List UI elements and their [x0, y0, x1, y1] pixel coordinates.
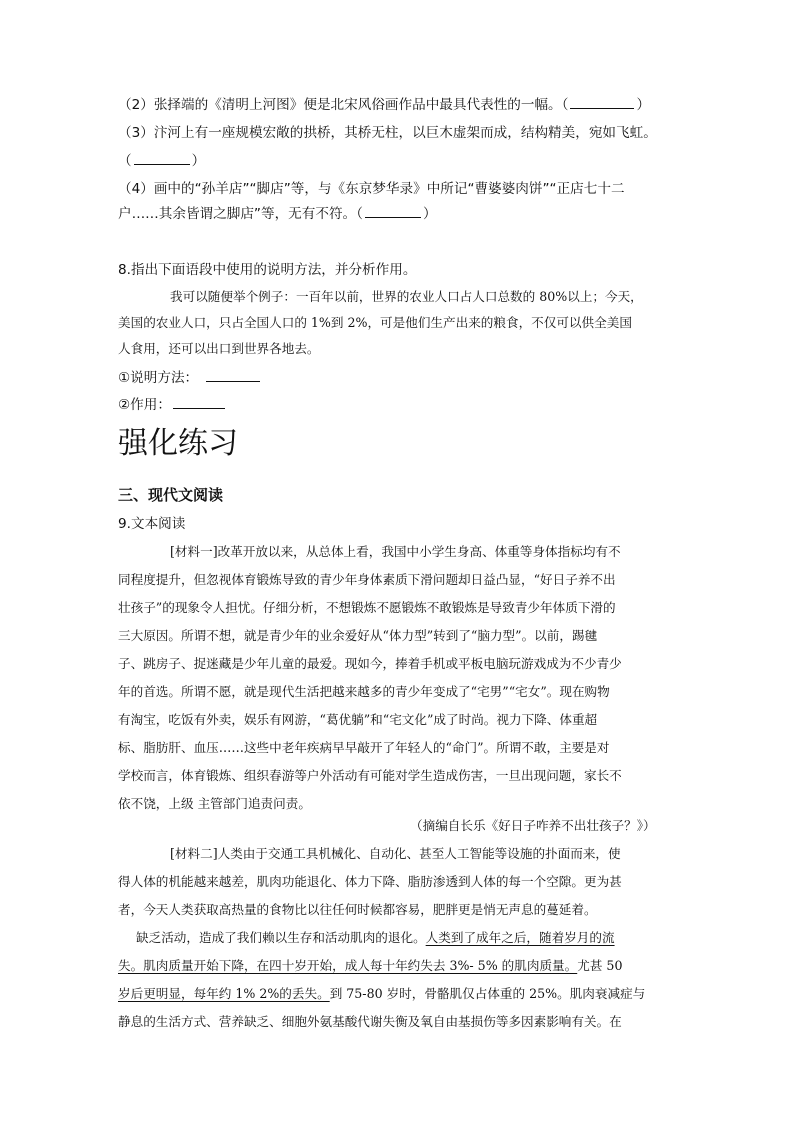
underlined-text: 岁后更明显，每年约 1% 2%的丢失。 [118, 986, 330, 1001]
paren-open: （ [356, 206, 363, 222]
q7-item-3 [118, 123, 657, 143]
underlined-text: 失。肌肉质量开始下降，在四十岁开始，成人每十年约失去 3%- 5% 的肌肉质量。 [118, 958, 578, 973]
q7-item-2 [118, 95, 650, 115]
material2-line: [材料二]人类由于交通工具机械化、自动化、甚至人工智能等设施的扑面而来，使 [170, 846, 621, 861]
paren-open: （ [118, 153, 132, 169]
q7-item-2-text: （2）张择端的《清明上河图》便是北宋风俗画作品中最具代表性的一幅。 [118, 97, 562, 113]
material1-line: 壮孩子”的现象令人担忧。仔细分析，不想锻炼不愿锻炼不敢锻炼是导致青少年体质下滑的 [118, 600, 616, 615]
q8-passage-line: 人食用，还可以出口到世界各地去。 [118, 341, 320, 356]
paren-close: ） [422, 206, 437, 222]
q7-item-3-text: （3）汴河上有一座规模宏敞的拱桥，其桥无柱，以巨木虚架而成，结构精美，宛如飞虹。 [118, 125, 657, 141]
material1-line: 子、跳房子、捉迷藏是少年儿童的最爱。现如今，捧着手机或平板电脑玩游戏成为不少青少 [118, 656, 622, 671]
answer-blank-4[interactable] [365, 205, 421, 218]
q8-passage-line: 美国的农业人口，只占全国人口的 1%到 2%，可是他们生产出来的粮食，不仅可以供全美国 [118, 315, 632, 330]
paren-open: （ [561, 97, 569, 113]
material1-line: 三大原因。所谓不想，就是青少年的业余爱好从“体力型”转到了“脑力型”。以前，踢毽 [118, 628, 598, 643]
section-title: 强化练习 [118, 426, 238, 461]
material2-para2-line [118, 984, 645, 1004]
material1-line: 依不饶，上级 主管部门追责问责。 [118, 796, 311, 811]
material1-line: 年的首选。所谓不愿，就是现代生活把越来越多的青少年变成了“宅男”“宅女”。现在购物 [118, 684, 610, 699]
plain-text: 缺乏活动，造成了我们赖以生存和活动肌肉的退化。 [136, 930, 426, 945]
material1-line: 同程度提升，但忽视体育锻炼导致的青少年身体素质下滑问题却日益凸显，“好日子养不出 [118, 572, 616, 587]
answer-blank-2[interactable] [570, 96, 634, 109]
material1-line: 标、脂肪肝、血压……这些中老年疾病早早敲开了年轻人的“命门”。所谓不敢，主要是对 [118, 740, 610, 755]
plain-text: 到 75-80 岁时，骨骼肌仅占体重的 25%。肌肉衰减症与 [329, 986, 646, 1001]
answer-blank-3[interactable] [134, 152, 190, 165]
paren-close: ） [191, 153, 206, 169]
q7-item-4-cont [118, 204, 437, 224]
paren-close: ） [636, 97, 651, 113]
method-label: ①说明方法： [118, 370, 199, 386]
effect-label: ②作用： [118, 397, 171, 413]
q8-method [118, 368, 262, 388]
q8-prompt: 8.指出下面语段中使用的说明方法，并分析作用。 [118, 262, 417, 278]
material2-line: 得人体的机能越来越差，肌肉功能退化、体力下降、脂肪渗透到人体的每一个空隙。更为甚 [118, 874, 622, 889]
q8-effect [118, 395, 227, 415]
underlined-text: 人类到了成年之后，随着岁月的流 [425, 930, 615, 945]
method-answer-blank[interactable] [206, 369, 260, 382]
q7-item-3-answer [118, 151, 205, 171]
q7-item-4 [118, 179, 625, 199]
q8-passage-line: 我可以随便举个例子：一百年以前，世界的农业人口占人口总数的 80%以上；今天， [170, 289, 643, 304]
q9-label: 9.文本阅读 [118, 516, 186, 532]
part3-title: 三、现代文阅读 [118, 486, 224, 504]
q7-item-4-text-cont: 户……其余皆谓之脚店”等，无有不符。 [118, 206, 357, 222]
q7-item-4-text: （4）画中的“孙羊店”“脚店”等，与《东京梦华录》中所记“曹婆婆肉饼”“正店七十二 [118, 181, 625, 197]
material1-line: 有淘宝，吃饭有外卖，娱乐有网游，“葛优躺”和“宅文化”成了时尚。视力下降、体重超 [118, 712, 598, 727]
material1-line: 学校而言，体育锻炼、组织春游等户外活动有可能对学生造成伤害，一旦出现问题，家长不 [118, 768, 622, 783]
material1-line: [材料一]改革开放以来，从总体上看，我国中小学生身高、体重等身体指标均有不 [170, 544, 621, 559]
material1-source: （摘编自长乐《好日子咋养不出壮孩子？》） [410, 818, 656, 833]
material2-line: 者，今天人类获取高热量的食物比以往任何时候都容易，肥胖更是悄无声息的蔓延着。 [118, 902, 597, 917]
plain-text: 尤甚 50 [577, 958, 623, 973]
material2-para2-line [118, 956, 622, 976]
material2-para2-line: 静息的生活方式、营养缺乏、细胞外氨基酸代谢失衡及氧自由基损伤等多因素影响有关。在 [118, 1014, 622, 1029]
effect-answer-blank[interactable] [173, 396, 225, 409]
material2-para2-line [136, 928, 615, 948]
